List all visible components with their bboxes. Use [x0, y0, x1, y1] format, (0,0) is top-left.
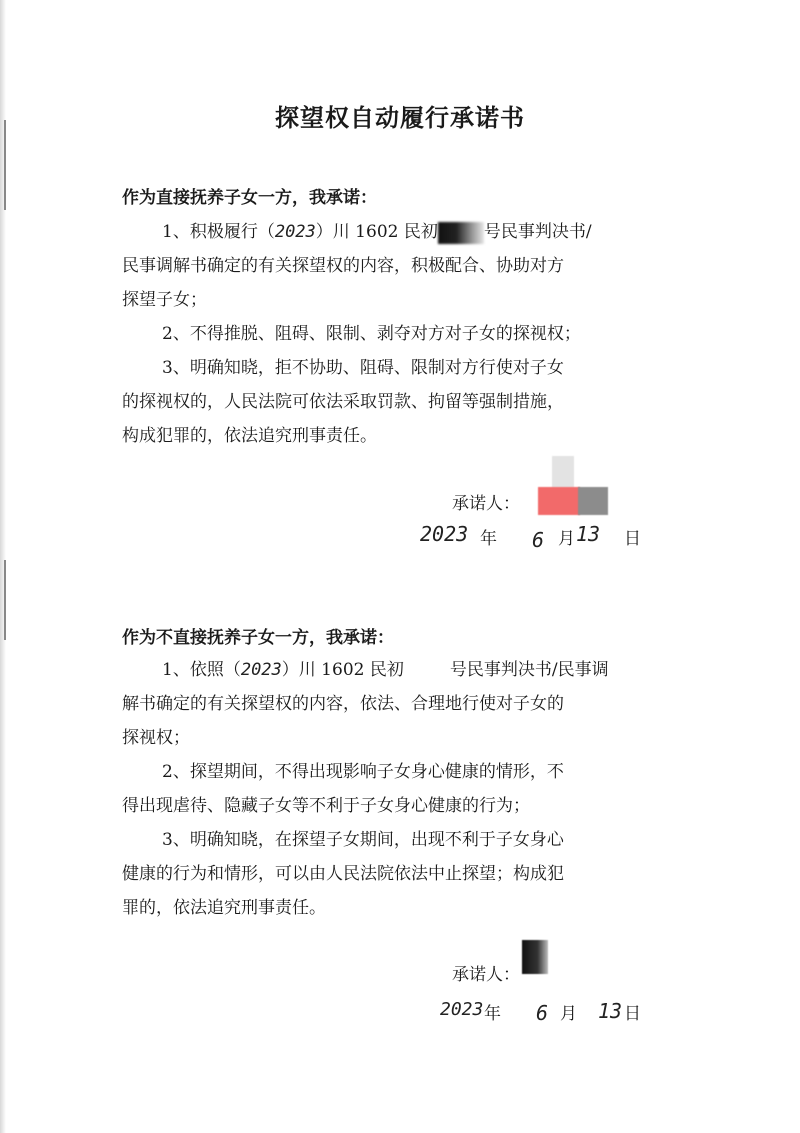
section2-item1-line1: 1、依照（2023）川 1602 民初 号民事判决书/民事调 [162, 660, 609, 680]
section1-item1-line2: 民事调解书确定的有关探望权的内容，积极配合、协助对方 [122, 256, 564, 276]
scan-edge-mark [4, 120, 6, 210]
signature-redaction [578, 487, 608, 515]
section1-signer-label: 承诺人： [452, 494, 520, 514]
handwritten-year: 2023 [274, 222, 316, 242]
section1-item3-line2: 的探视权的，人民法院可依法采取罚款、拘留等强制措施， [122, 392, 564, 412]
section2-paragraph [122, 653, 688, 925]
signature-redaction [522, 940, 548, 974]
section1-item3-line1: 3、明确知晓，拒不协助、阻碍、限制对方行使对子女 [162, 358, 564, 378]
section2-date: 2023 年 6 月 13 日 [440, 999, 641, 1025]
redaction-block [438, 222, 484, 244]
section2-heading: 作为不直接抚养子女一方，我承诺： [122, 628, 394, 648]
handwritten-year: 2023 [240, 660, 282, 680]
section1-item2: 2、不得推脱、阻碍、限制、剥夺对方对子女的探视权； [162, 324, 581, 344]
handwritten-month: 6 [536, 1001, 549, 1025]
section2-item1-line2: 解书确定的有关探望权的内容，依法、合理地行使对子女的 [122, 694, 564, 714]
handwritten-year: 2023 [420, 522, 469, 546]
section1-heading: 作为直接抚养子女一方，我承诺： [122, 188, 377, 208]
section2-item2-line1: 2、探望期间，不得出现影响子女身心健康的情形，不 [162, 762, 564, 782]
handwritten-year: 2023 [440, 999, 484, 1020]
section1-paragraph [122, 215, 688, 453]
section2-item3-line3: 罪的，依法追究刑事责任。 [122, 898, 326, 918]
document-title: 探望权自动履行承诺书 [275, 104, 525, 132]
section2-item3-line1: 3、明确知晓，在探望子女期间，出现不利于子女身心 [162, 830, 564, 850]
signature-redaction [552, 456, 574, 488]
section1-item1-line3: 探望子女； [122, 290, 207, 310]
handwritten-day: 13 [576, 522, 601, 546]
section1-item3-line3: 构成犯罪的，依法追究刑事责任。 [122, 426, 377, 446]
section2-signer-label: 承诺人： [452, 965, 520, 985]
scan-edge-mark [4, 560, 6, 640]
signature-redaction [538, 487, 580, 515]
section1-date: 2023 年 6 月 13 日 [420, 522, 641, 552]
section2-item2-line2: 得出现虐待、隐藏子女等不利于子女身心健康的行为； [122, 796, 530, 816]
section1-item1-line1: 1、积极履行（2023）川 1602 民初 号民事判决书/ [162, 222, 592, 242]
section2-item1-line3: 探视权； [122, 728, 190, 748]
section2-item3-line2: 健康的行为和情形，可以由人民法院依法中止探望；构成犯 [122, 864, 564, 884]
handwritten-month: 6 [532, 528, 545, 552]
handwritten-day: 13 [598, 999, 623, 1023]
